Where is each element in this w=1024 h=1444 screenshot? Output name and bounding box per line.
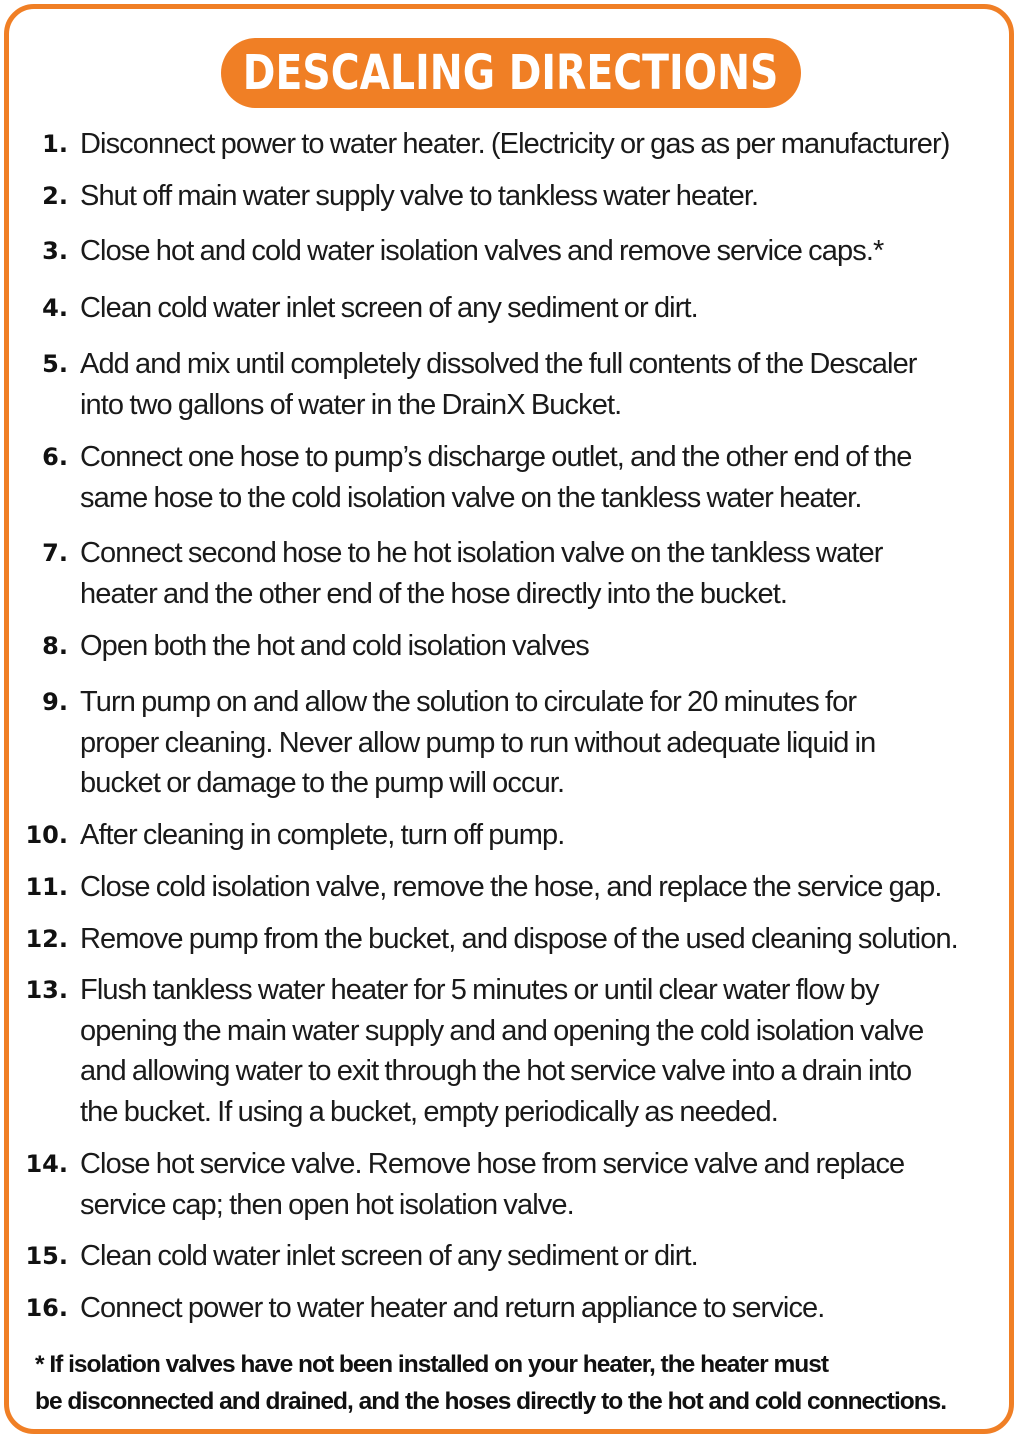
step-text: Close hot and cold water isolation valves and remove service caps.* [80, 235, 884, 267]
step-text: Disconnect power to water heater. (Electricity or gas as per manufacturer) [80, 128, 950, 160]
step-number: 8. [42, 632, 68, 660]
step-number: 12. [25, 925, 68, 953]
step-number: 9. [42, 688, 68, 716]
step-text: Close cold isolation valve, remove the hose, and replace the service gap. [80, 871, 942, 903]
step-number: 11. [25, 873, 68, 901]
step-number: 6. [42, 443, 68, 471]
step-text: Flush tankless water heater for 5 minutes or until clear water flow by opening the main water supply and and opening the cold isolation valve and allowing water to exit through the hot service valve into a drain into the bucket. If using a bucket, empty periodically as needed. [80, 974, 924, 1128]
step-text: Clean cold water inlet screen of any sediment or dirt. [80, 292, 698, 324]
step-number: 3. [42, 237, 68, 265]
step-number: 5. [42, 350, 68, 378]
step-number: 13. [25, 976, 68, 1004]
step-number: 7. [42, 539, 68, 567]
step-text: Add and mix until completely dissolved the full contents of the Descaler into two gallons of water in the DrainX Bucket. [80, 348, 917, 421]
title-banner [221, 38, 801, 108]
footnote: * If isolation valves have not been installed on your heater, the heater must be disconnected and drained, and the hoses directly to the hot and cold connections. [35, 1351, 947, 1415]
step-number: 16. [25, 1294, 68, 1322]
step-number: 2. [42, 182, 68, 210]
step-text: Open both the hot and cold isolation valves [80, 630, 589, 662]
step-text: Turn pump on and allow the solution to circulate for 20 minutes for proper cleaning. Never allow pump to run without adequate liquid in bucket or damage to the pump will occur. [80, 686, 876, 799]
step-number: 1. [42, 130, 68, 158]
step-text: Connect power to water heater and return appliance to service. [80, 1292, 825, 1324]
step-number: 4. [42, 294, 68, 322]
step-text: Remove pump from the bucket, and dispose of the used cleaning solution. [80, 923, 958, 955]
step-number: 14. [25, 1150, 68, 1178]
step-text: Shut off main water supply valve to tankless water heater. [80, 180, 759, 212]
step-text: After cleaning in complete, turn off pump. [80, 819, 565, 851]
step-text: Close hot service valve. Remove hose from service valve and replace service cap; then open hot isolation valve. [80, 1148, 905, 1221]
step-text: Connect one hose to pump’s discharge outlet, and the other end of the same hose to the cold isolation valve on the tankless water heater. [80, 441, 912, 514]
step-number: 10. [25, 821, 68, 849]
step-number: 15. [25, 1242, 68, 1270]
step-text: Connect second hose to he hot isolation valve on the tankless water heater and the other end of the hose directly into the bucket. [80, 537, 883, 610]
step-text: Clean cold water inlet screen of any sediment or dirt. [80, 1240, 698, 1272]
page-title: DESCALING DIRECTIONS [243, 45, 779, 101]
